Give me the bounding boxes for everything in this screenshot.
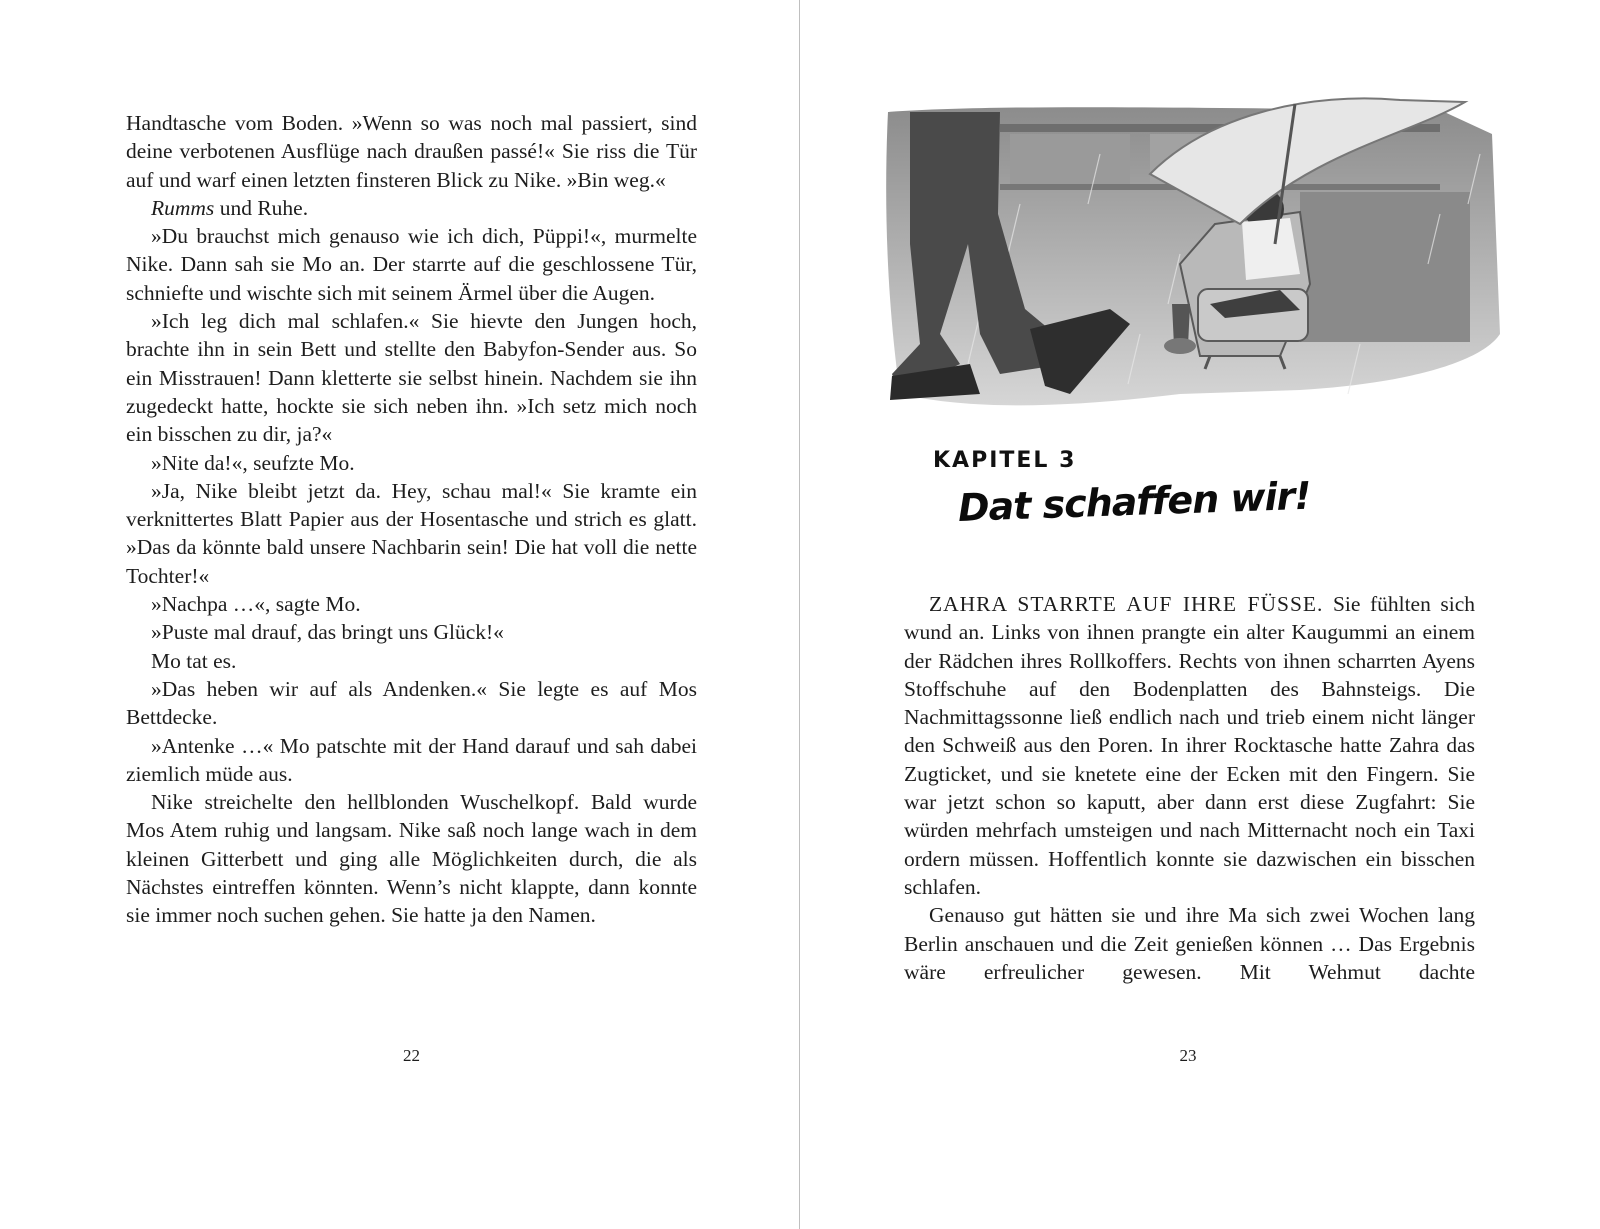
- page-number: 22: [403, 1046, 420, 1065]
- page-number: 23: [1179, 1046, 1197, 1065]
- left-page: [0, 0, 799, 1229]
- right-page: [800, 0, 1600, 1229]
- paragraph: »Nachpa …«, sagte Mo.: [151, 592, 361, 617]
- paragraph: »Ja, Nike bleibt jetzt da. Hey, schau mal!« Sie kramte ein verknittertes Blatt Papier aus der Hosentasche und strich es glatt. »Das da könnte bald unsere Nachbarin sein! Die hat voll die nette Tochter!«: [126, 478, 697, 588]
- paragraph-text: Sie fühlten sich wund an. Links von ihnen prangte ein alter Kaugummi an einem der Rädchen ihres Rollkoffers. Rechts von ihnen scharrten Ayens Stoffschuhe auf den Bodenplatten des Bahnsteigs. Die Nachmittagssonne ließ endlich nach und trieb einem nicht länger den Schweiß aus den Poren. In ihrer Rocktasche hatte Zahra das Zugticket, und sie knetete eine der Ecken mit den Fingern. Sie war jetzt schon so kaputt, aber dann erst diese Zugfahrt: Sie würden mehrfach umsteigen und nach Mitternacht noch ein Taxi ordern müssen. Hoffentlich konnte sie dazwischen ein bisschen schlafen.: [904, 592, 1476, 899]
- right-page-text: [904, 590, 1475, 986]
- paragraph: »Puste mal drauf, das bringt uns Glück!«: [151, 620, 504, 645]
- paragraph: Genauso gut hätten sie und ihre Ma sich zwei Wochen lang Berlin anschauen und die Zeit genießen können … Das Ergebnis wäre erfreulicher gewesen. Mit Wehmut dachte: [904, 903, 1475, 984]
- paragraph: »Ich leg dich mal schlafen.« Sie hievte den Jungen hoch, brachte ihn in sein Bett und stellte den Babyfon-Sender aus. So ein Misstrauen! Dann kletterte sie selbst hinein. Nachdem sie ihn zugedeckt hatte, hockte sie sich neben ihn. »Ich setz mich noch ein bisschen zu dir, ja?«: [126, 309, 697, 447]
- emphasis-word: Rumms: [151, 195, 215, 220]
- chapter-illustration: [880, 94, 1540, 424]
- paragraph-text: und Ruhe.: [219, 195, 309, 220]
- left-page-text: [126, 109, 697, 930]
- paragraph: Handtasche vom Boden. »Wenn so was noch mal passiert, sind deine verbotenen Ausflüge nach draußen passé!« Sie riss die Tür auf und warf einen letzten finsteren Blick zu Nike. »Bin weg.«: [126, 111, 697, 192]
- chapter-label: KAPITEL 3: [933, 448, 1077, 473]
- chapter-title: Dat schaffen wir!: [957, 473, 1312, 530]
- paragraph: Nike streichelte den hellblonden Wuschelkopf. Bald wurde Mos Atem ruhig und langsam. Nike saß noch lange wach in dem kleinen Gitterbett und ging alle Möglichkeiten durch, die als Nächstes eintreffen könnten. Wenn’s nicht klappte, dann konnte sie immer noch suchen gehen. Sie hatte ja den Namen.: [126, 790, 697, 928]
- paragraph: Mo tat es.: [151, 648, 237, 673]
- paragraph: [126, 194, 697, 222]
- paragraph: »Du brauchst mich genauso wie ich dich, Püppi!«, murmelte Nike. Dann sah sie Mo an. Der starrte auf die geschlossene Tür, schniefte und wischte sich mit seinem Ärmel über die Augen.: [126, 224, 697, 305]
- paragraph: »Antenke …« Mo patschte mit der Hand darauf und sah dabei ziemlich müde aus.: [126, 733, 697, 786]
- paragraph: [904, 590, 1475, 901]
- opening-caps: ZAHRA STARRTE AUF IHRE FÜSSE.: [929, 592, 1324, 616]
- paragraph: »Das heben wir auf als Andenken.« Sie legte es auf Mos Bettdecke.: [126, 676, 697, 730]
- paragraph: »Nite da!«, seufzte Mo.: [151, 450, 355, 475]
